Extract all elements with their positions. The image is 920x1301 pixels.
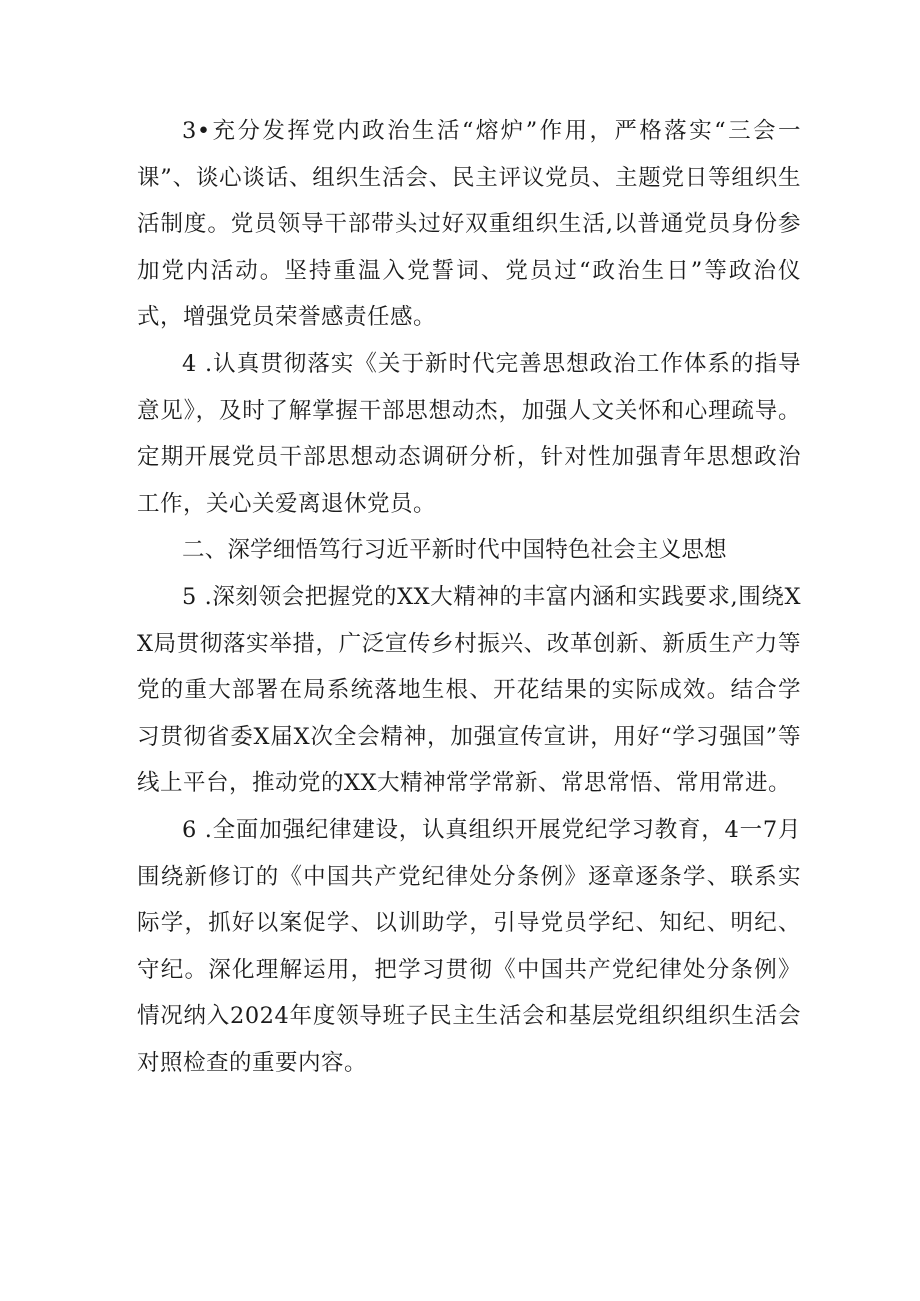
paragraph-item-6: 6 .全面加强纪律建设，认真组织开展党纪学习教育，4一7月围绕新修订的《中国共产党纪律处分条例》逐章逐条学、联系实际学，抓好以案促学、以训助学，引导党员学纪、知纪、明纪、守纪。深化理解运用，把学习贯彻《中国共产党纪律处分条例》情况纳入2024年度领导班子民主生活会和基层党组织组织生活会对照检查的重要内容。 xyxy=(137,816,801,1076)
paragraph-item-3: 3•充分发挥党内政治生活“熔炉”作用，严格落实“三会一课”、谈心谈话、组织生活会、民主评议党员、主题党日等组织生活制度。党员领导干部带头过好双重组织生活,以普通党员身份参加党内活动。坚持重温入党誓词、党员过“政治生日”等政治仪式，增强党员荣誉感责任感。 xyxy=(137,118,801,331)
section-heading-2: 二、深学细悟笃行习近平新时代中国特色社会主义思想 xyxy=(182,537,727,564)
document-body xyxy=(137,108,801,1086)
paragraph-item-4: 4 .认真贯彻落实《关于新时代完善思想政治工作体系的指导意见》，及时了解掌握干部思想动杰，加强人文关怀和心理疏导。定期开展党员干部思想动态调研分析，针对性加强青年思想政治工作，关心关爱离退休党员。 xyxy=(137,350,801,517)
paragraph-item-5: 5 .深刻领会把握党的XX大精神的丰富内涵和实践要求,围绕XX局贯彻落实举措，广泛宣传乡村振兴、改革创新、新质生产力等党的重大部署在局系统落地生根、开花结果的实际成效。结合学习贯彻省委X届X次全会精神，加强宣传宣讲，用好“学习强国”等线上平台，推动党的XX大精神常学常新、常思常悟、常用常进。 xyxy=(137,583,801,797)
